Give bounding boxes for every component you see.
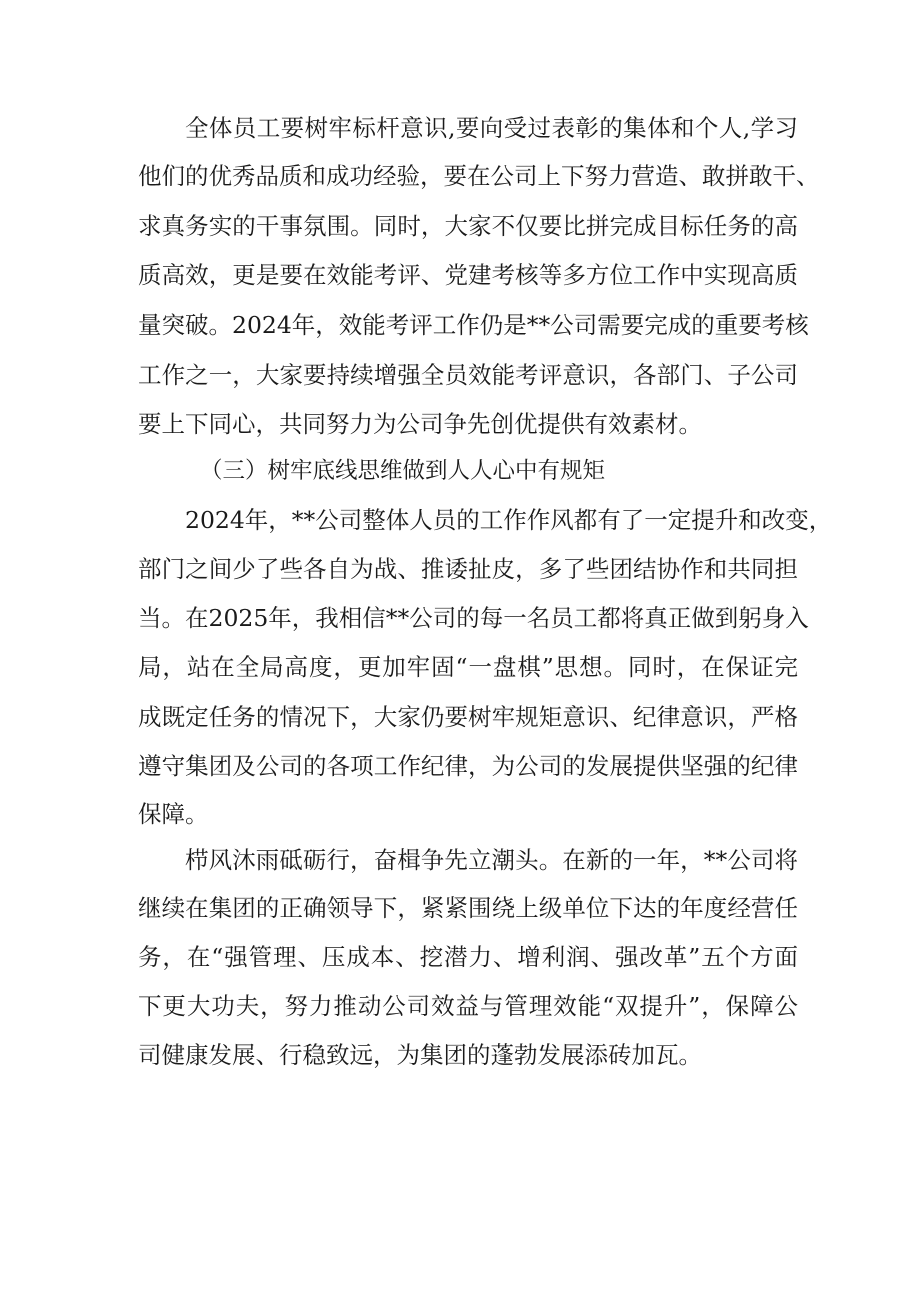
paragraph-line: 他们的优秀品质和成功经验，要在公司上下努力营造、敢拼敢干、 (138, 162, 820, 190)
paragraph-line: 下更大功夫，努力推动公司效益与管理效能“双提升”，保障公 (138, 992, 798, 1020)
paragraph-line: 司健康发展、行稳致远，为集团的蓬勃发展添砖加瓦。 (138, 1041, 702, 1069)
paragraph-line: 继续在集团的正确领导下，紧紧围绕上级单位下达的年度经营任 (138, 894, 798, 922)
paragraph-line: 部门之间少了些各自为战、推诿扯皮，多了些团结协作和共同担 (138, 555, 798, 583)
paragraph-line: 全体员工要树牢标杆意识,要向受过表彰的集体和个人,学习 (185, 114, 798, 142)
paragraph-line: 当。在2025年，我相信**公司的每一名员工都将真正做到躬身入 (138, 604, 809, 632)
paragraph-line: 2024年，**公司整体人员的工作作风都有了一定提升和改变， (185, 506, 833, 534)
paragraph-line: 局，站在全局高度，更加牢固“一盘棋”思想。同时，在保证完 (138, 653, 798, 681)
paragraph-line: 栉风沐雨砥砺行，奋楫争先立潮头。在新的一年，**公司将 (185, 846, 798, 874)
paragraph-line: 求真务实的干事氛围。同时，大家不仅要比拼完成目标任务的高 (138, 212, 798, 240)
paragraph-line: 保障。 (138, 800, 209, 828)
paragraph-line: 要上下同心，共同努力为公司争先创优提供有效素材。 (138, 410, 702, 438)
paragraph-line: 务，在“强管理、压成本、挖潜力、增利润、强改革”五个方面 (138, 943, 798, 971)
paragraph-line: 质高效，更是要在效能考评、党建考核等多方位工作中实现高质 (138, 261, 798, 289)
paragraph-line: 工作之一，大家要持续增强全员效能考评意识，各部门、子公司 (138, 361, 798, 389)
section-heading: （三）树牢底线思维做到人人心中有规矩 (200, 458, 606, 484)
paragraph-line: 遵守集团及公司的各项工作纪律，为公司的发展提供坚强的纪律 (138, 752, 798, 780)
paragraph-line: 量突破。2024年，效能考评工作仍是**公司需要完成的重要考核 (138, 311, 809, 339)
paragraph-line: 成既定任务的情况下，大家仍要树牢规矩意识、纪律意识，严格 (138, 703, 798, 731)
